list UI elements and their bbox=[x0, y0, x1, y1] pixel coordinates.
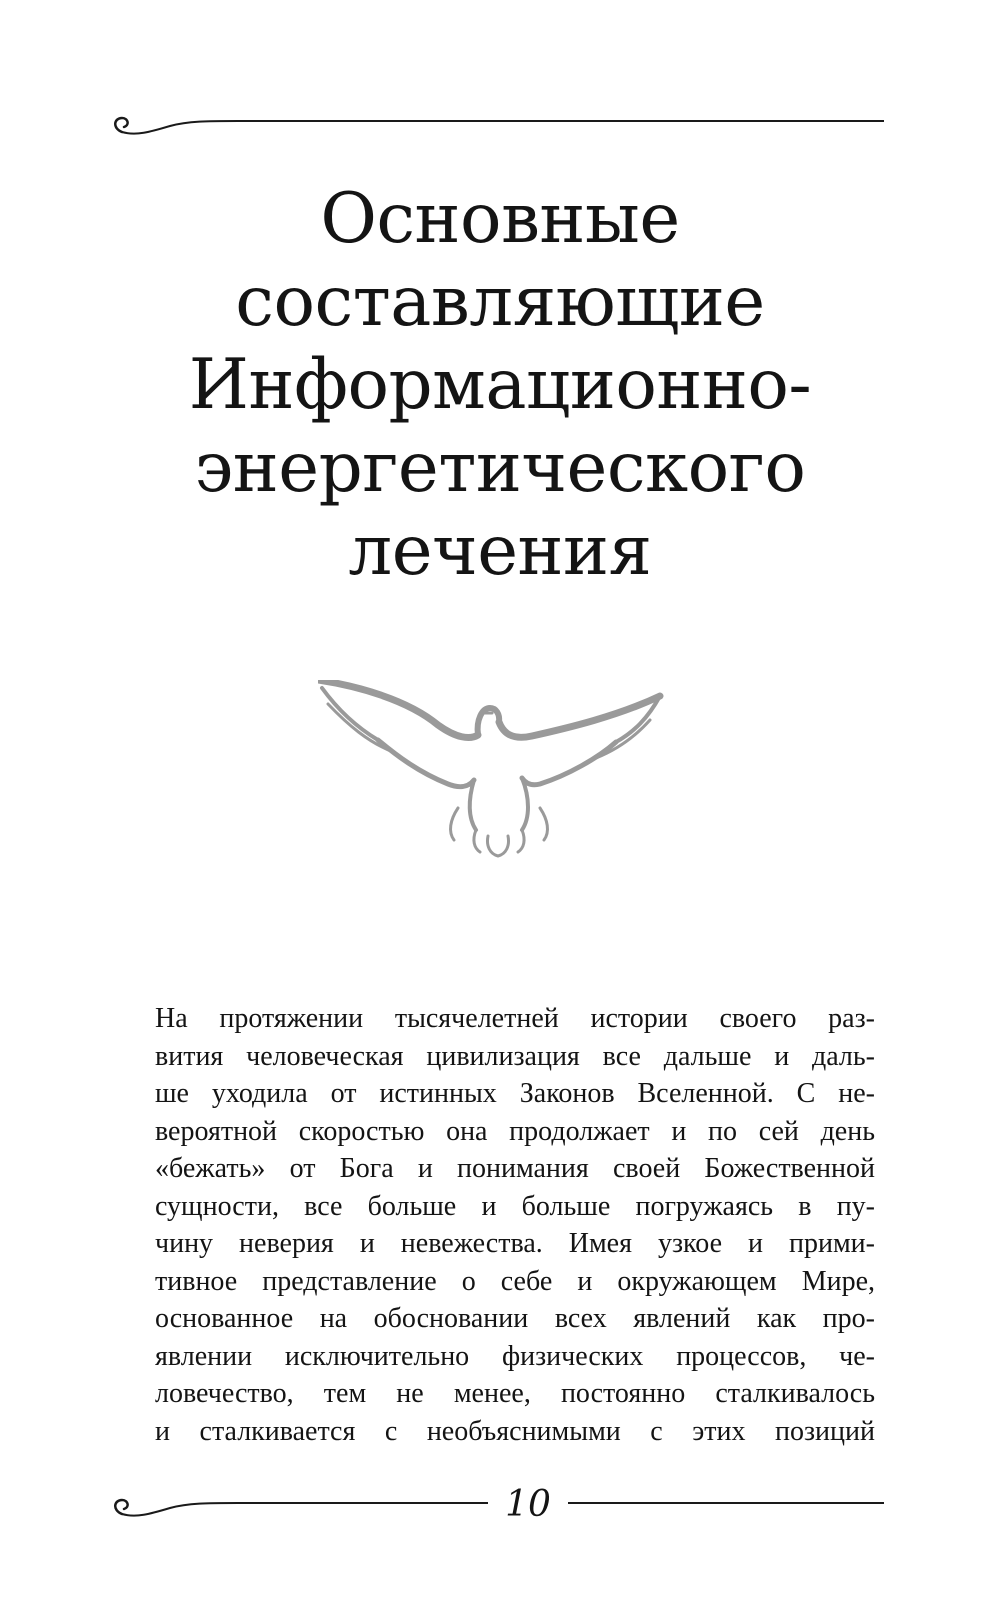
body-line: «бежать» от Бога и понимания своей Божественной bbox=[155, 1153, 875, 1184]
body-line: основанное на обосновании всех явлений как про- bbox=[155, 1303, 875, 1334]
top-swash-rule-icon bbox=[108, 108, 884, 148]
body-line: вития человеческая цивилизация все дальше и даль- bbox=[155, 1040, 875, 1072]
chapter-title bbox=[100, 178, 900, 593]
chapter-title-line: Информационно- bbox=[188, 345, 812, 425]
body-line: явлении исключительно физических процессов, че- bbox=[155, 1340, 875, 1372]
body-line: ловечество, тем не менее, постоянно сталкивалось bbox=[155, 1378, 875, 1409]
body-line: На протяжении тысячелетней истории своего раз- bbox=[155, 1003, 875, 1034]
body-paragraph bbox=[155, 1000, 875, 1450]
body-line: ше уходила от истинных Законов Вселенной. С не- bbox=[155, 1078, 875, 1109]
body-line: и сталкивается с необъяснимыми с этих позиций bbox=[155, 1415, 875, 1447]
body-line: чину неверия и невежества. Имея узкое и прими- bbox=[155, 1228, 875, 1259]
body-line: тивное представление о себе и окружающем Мире, bbox=[155, 1265, 875, 1297]
chapter-title-line: энергетического bbox=[194, 428, 806, 508]
dove-icon bbox=[318, 680, 678, 860]
body-line: вероятной скоростью она продолжает и по сей день bbox=[155, 1115, 875, 1147]
chapter-title-line: составляющие bbox=[235, 262, 765, 342]
chapter-title-line: лечения bbox=[348, 511, 652, 591]
page-footer bbox=[108, 1480, 884, 1530]
body-line: сущности, все больше и больше погружаясь в пу- bbox=[155, 1190, 875, 1222]
page-number: 10 bbox=[488, 1480, 568, 1530]
chapter-title-line: Основные bbox=[320, 179, 680, 259]
